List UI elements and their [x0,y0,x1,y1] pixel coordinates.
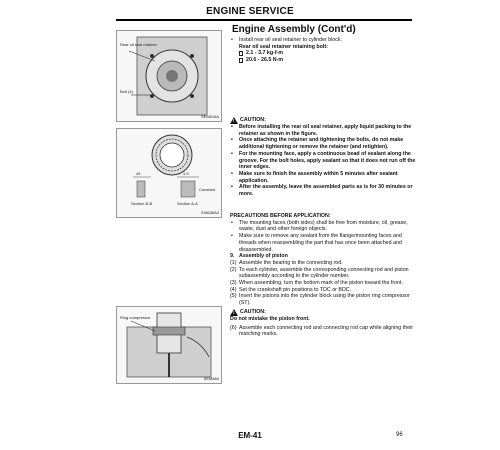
torque-label: Rear oil seal retainer retaining bolt: [239,43,328,50]
caution-block-1 [230,117,418,198]
dim-right: 4.5 [183,171,189,176]
install-retainer-block [230,37,418,64]
precaution-item: • Make sure to remove any sealant from the flange/mounting faces and threads when reassembling the part that has once been attached and disassembled. [230,233,418,253]
caution-item: • For the mounting face, apply a continuous bead of sealant along the groove. For the bolt holes, apply sealant so that it does not run off the inner edges. [230,151,418,171]
piston-step: (4) Set the crankshaft pin positions to TDC or BDC. [230,286,352,293]
page-header: ENGINE SERVICE [206,6,294,17]
precautions-heading: PRECAUTIONS BEFORE APPLICATION: [230,213,331,219]
label-section-aa: Section A-A [177,201,198,206]
piston-step: (6) Assemble each connecting rod and connecting rod cap while aligning their matching marks. [230,324,414,338]
wrench-icon [239,51,243,56]
step-install-retainer: • Install rear oil seal retainer to cylinder block. [230,37,418,44]
figure-id: SEM684 [203,376,219,381]
header-rule [116,19,412,21]
figure-piston-insertion [116,306,222,384]
dim-left: 45 [136,171,141,176]
label-ring-compressor: Ring compressor [120,315,151,320]
caution-item: • Once attaching the retainer and tightening the bolts, do not make additional tightening or remove the retainer (and retighten). [230,137,418,150]
figure-rear-oil-seal-retainer [116,30,222,122]
caution-item: • Before installing the rear oil seal retainer, apply liquid packing to the retainer as shown in the figure. [230,124,418,137]
piston-step: (3) When assembling, turn the bottom mark of the piston toward the front. [230,280,403,287]
wrench-icon [239,58,243,63]
figure-id: SEM616A [200,114,219,119]
precautions-block [230,213,418,338]
torque-spec-kgfm: 2.1 - 3.7 kg-f-m [230,50,418,57]
page-number: 96 [396,432,403,438]
caution-item: • After the assembly, leave the assembled parts as is for 30 minutes or more. [230,184,418,197]
label-bolt: Bolt (4) [120,89,133,94]
page-label: EM-41 [238,431,262,440]
caution-heading: ! CAUTION: [230,117,418,124]
piston-step: (5) Insert the pistons into the cylinder block using the piston ring compressor (ST). [230,293,410,307]
warning-icon [230,309,238,316]
piston-step: (1) Assemble the bearing to the connecting rod. [230,259,343,266]
caution-item: • Make sure to finish the assembly within 5 minutes after sealant application. [230,171,418,184]
piston-step: (2) To each cylinder, assemble the corresponding connecting rod and piston subassembly according to the cylinder number. [230,266,409,280]
label-rear-oil-seal-retainer: Rear oil seal retainer [120,42,157,47]
caution-text-2: Do not mistake the piston front. [230,315,310,322]
figure-id: EM636A4 [201,210,219,215]
piston-heading: 9. Assembly of piston [230,253,288,260]
label-section-bb: Section B-B [131,201,153,206]
warning-icon [230,117,238,124]
precaution-item: • The mounting faces (both sides) shall be free from moisture, oil, grease, waste, dust and other foreign objects. [230,220,418,233]
caution-heading-2: ! CAUTION: [230,309,418,316]
figure-sealant-application [116,128,222,218]
torque-spec-nm: 20.6 - 26.5 N-m [230,57,418,64]
section-title: Engine Assembly (Cont'd) [232,24,356,35]
label-constant: Constant [199,187,216,192]
